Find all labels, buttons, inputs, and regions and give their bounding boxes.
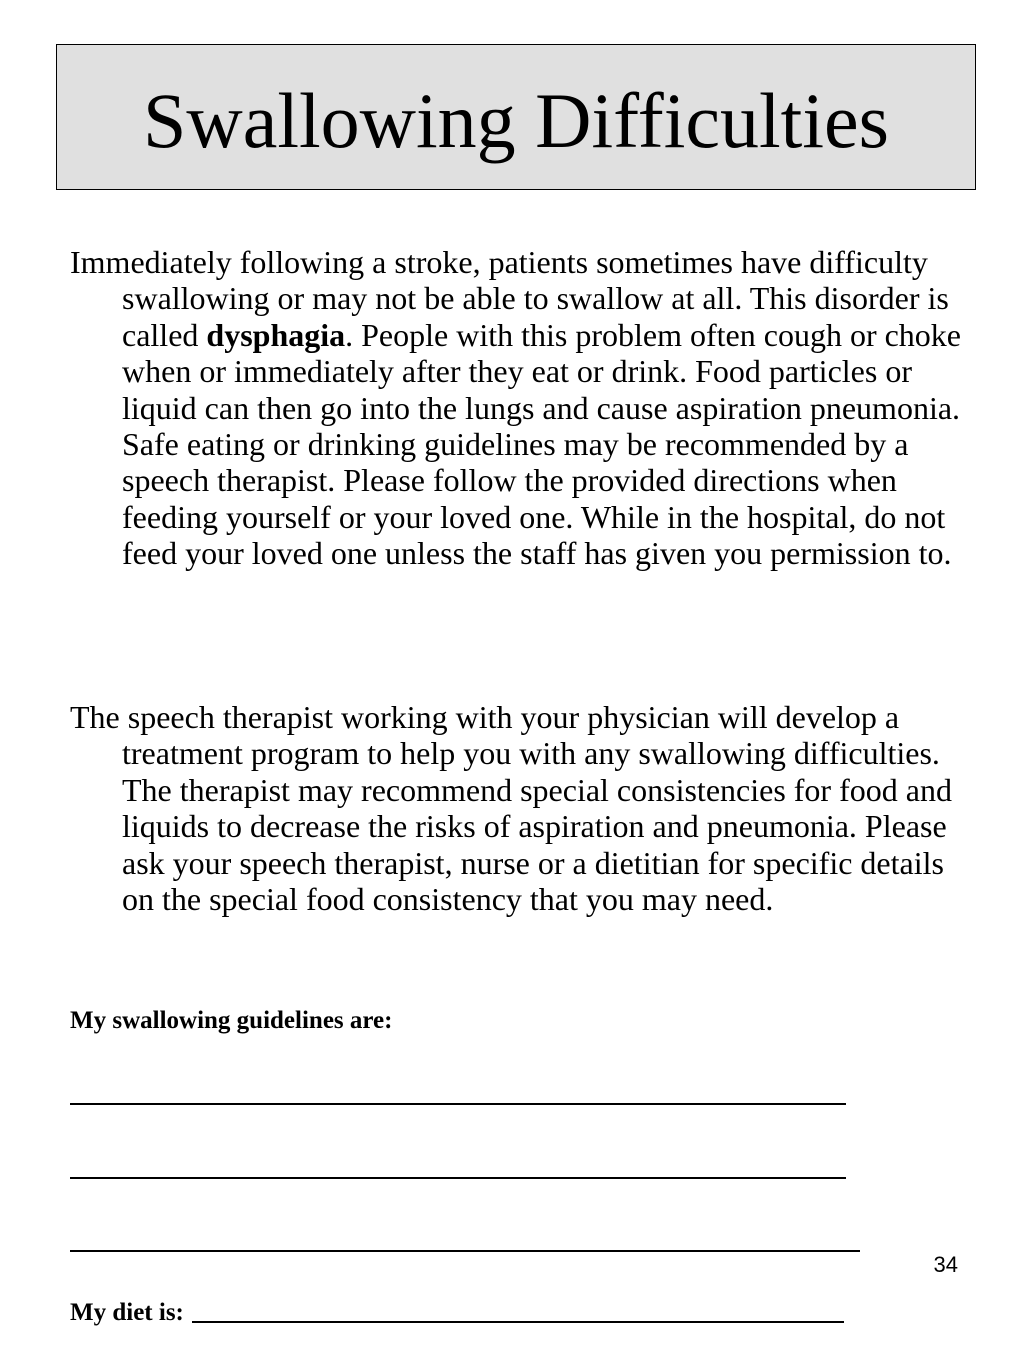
diet-label: My diet is: [70, 1299, 184, 1326]
guidelines-heading: My swallowing guidelines are: [70, 1007, 393, 1034]
intro-text-start: Immediately following a stroke, patients sometimes have difficulty swallowing or may not be able to swallow at all. This disorder is called [70, 244, 949, 353]
page-title: Swallowing Difficulties [143, 77, 889, 164]
guidelines-blank-line-2[interactable] [70, 1177, 846, 1179]
title-box [56, 44, 976, 190]
guidelines-blank-line-1[interactable] [70, 1103, 846, 1105]
page-number: 34 [933, 1252, 958, 1277]
dysphagia-term: dysphagia [206, 316, 346, 353]
diet-row [70, 1294, 844, 1328]
treatment-paragraph: The speech therapist working with your physician will develop a treatment program to help you with any swallowing difficulties. The therapist may recommend special consistencies for food and liquids to decrease the risks of aspiration and pneumonia. Please ask your speech therapist, nurse or a dietitian for specific details on the special food consistency that you may need. [70, 699, 952, 918]
intro-text-end: . People with this problem often cough or choke when or immediately after they eat or drink. Food particles or liquid can then go into the lungs and cause aspiration pneumonia. Safe eating or drinking guidelines may be recommended by a speech therapist. Please follow the provided directions when feeding yourself or your loved one. While in the hospital, do not feed your loved one unless the staff has given you permission to. [122, 316, 961, 572]
diet-blank-line[interactable] [192, 1321, 844, 1323]
guidelines-blank-line-3[interactable] [70, 1250, 860, 1252]
intro-paragraph [70, 244, 970, 572]
